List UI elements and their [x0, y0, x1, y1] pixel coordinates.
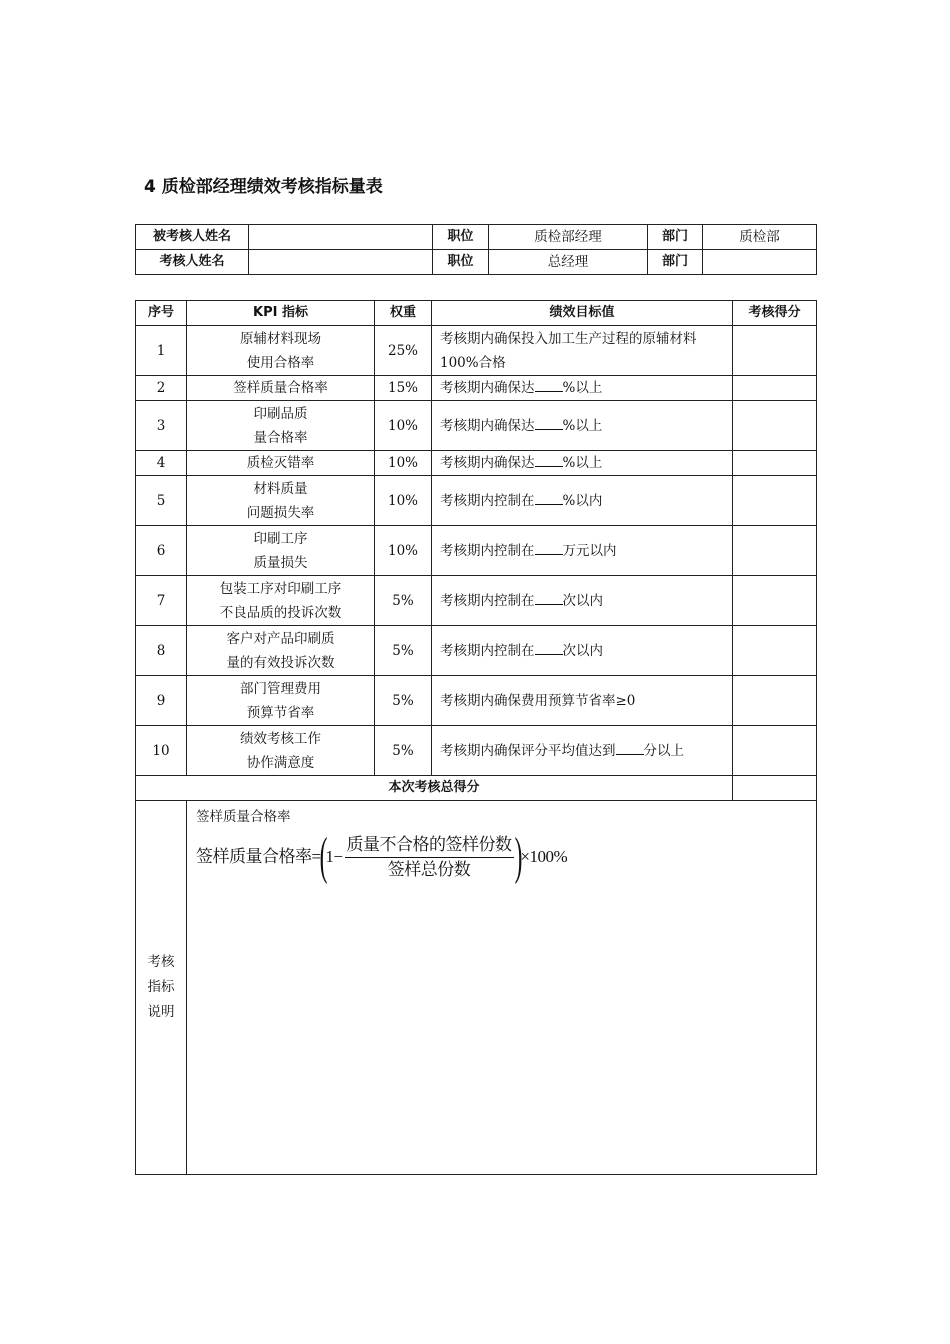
row-kpi: 质检灭错率 [187, 451, 375, 476]
left-paren: ( [319, 828, 327, 885]
row-weight: 15% [375, 376, 432, 401]
table-row [136, 526, 817, 576]
row-kpi: 客户对产品印刷质 量的有效投诉次数 [187, 626, 375, 676]
fill-blank[interactable] [535, 490, 563, 505]
fill-blank[interactable] [616, 740, 644, 755]
assessee-department-value[interactable]: 质检部 [703, 225, 817, 250]
explain-row [136, 801, 817, 1175]
row-weight: 10% [375, 401, 432, 451]
assessee-name-label: 被考核人姓名 [136, 225, 249, 250]
row-no: 6 [136, 526, 187, 576]
assessor-department-value[interactable] [703, 250, 817, 275]
formula-percent: 100% [529, 847, 568, 866]
formula-denominator: 签样总份数 [387, 859, 471, 879]
row-weight: 5% [375, 626, 432, 676]
row-kpi: 印刷工序 质量损失 [187, 526, 375, 576]
formula-lhs: 签样质量合格率 [196, 847, 312, 866]
table-row [136, 401, 817, 451]
row-score[interactable] [733, 626, 817, 676]
row-kpi: 部门管理费用 预算节省率 [187, 676, 375, 726]
assessee-info-table [135, 224, 817, 275]
row-weight: 5% [375, 676, 432, 726]
table-row [136, 326, 817, 376]
fill-blank[interactable] [535, 415, 563, 430]
formula-equals: = [311, 847, 321, 866]
row-target: 考核期内控制在 万元以内 [432, 526, 733, 576]
department-label: 部门 [648, 250, 703, 275]
page-title: 4 质检部经理绩效考核指标量表 [144, 177, 383, 197]
assessee-name-value[interactable] [249, 225, 433, 250]
formula-times: × [520, 847, 530, 866]
assessor-name-value[interactable] [249, 250, 433, 275]
kpi-table [135, 300, 817, 1175]
position-label: 职位 [433, 250, 489, 275]
formula [196, 828, 816, 885]
table-row [136, 451, 817, 476]
row-target: 考核期内控制在 次以内 [432, 626, 733, 676]
fill-blank[interactable] [535, 640, 563, 655]
formula-fraction [345, 834, 514, 881]
row-target: 考核期内确保费用预算节省率≥0 [432, 676, 733, 726]
row-kpi: 原辅材料现场 使用合格率 [187, 326, 375, 376]
header-no: 序号 [136, 301, 187, 326]
assessor-position-value[interactable]: 总经理 [489, 250, 648, 275]
department-label: 部门 [648, 225, 703, 250]
row-target: 考核期内控制在 次以内 [432, 576, 733, 626]
row-no: 5 [136, 476, 187, 526]
table-row [136, 676, 817, 726]
row-score[interactable] [733, 526, 817, 576]
assessor-name-label: 考核人姓名 [136, 250, 249, 275]
row-kpi: 绩效考核工作 协作满意度 [187, 726, 375, 776]
row-score[interactable] [733, 676, 817, 726]
header-score: 考核得分 [733, 301, 817, 326]
row-target: 考核期内确保达 %以上 [432, 376, 733, 401]
row-score[interactable] [733, 476, 817, 526]
total-score-value[interactable] [733, 776, 817, 801]
row-kpi: 印刷品质 量合格率 [187, 401, 375, 451]
row-no: 9 [136, 676, 187, 726]
formula-numerator: 质量不合格的签样份数 [345, 834, 514, 858]
formula-one: 1 [325, 847, 334, 866]
row-kpi: 包装工序对印刷工序 不良品质的投诉次数 [187, 576, 375, 626]
header-weight: 权重 [375, 301, 432, 326]
row-kpi: 签样质量合格率 [187, 376, 375, 401]
row-no: 10 [136, 726, 187, 776]
row-score[interactable] [733, 576, 817, 626]
table-row [136, 626, 817, 676]
fill-blank[interactable] [535, 590, 563, 605]
table-row [136, 376, 817, 401]
total-row [136, 776, 817, 801]
row-no: 3 [136, 401, 187, 451]
row-weight: 10% [375, 526, 432, 576]
position-label: 职位 [433, 225, 489, 250]
row-score[interactable] [733, 376, 817, 401]
total-score-label: 本次考核总得分 [136, 776, 733, 801]
fill-blank[interactable] [535, 452, 563, 467]
explain-content [187, 801, 817, 1175]
row-target: 考核期内确保达 %以上 [432, 401, 733, 451]
right-paren: ) [514, 828, 522, 885]
row-target: 考核期内确保评分平均值达到 分以上 [432, 726, 733, 776]
row-weight: 5% [375, 726, 432, 776]
table-row [136, 476, 817, 526]
assessee-position-value[interactable]: 质检部经理 [489, 225, 648, 250]
row-no: 8 [136, 626, 187, 676]
row-weight: 25% [375, 326, 432, 376]
header-target: 绩效目标值 [432, 301, 733, 326]
fill-blank[interactable] [535, 377, 563, 392]
row-no: 4 [136, 451, 187, 476]
fill-blank[interactable] [535, 540, 563, 555]
row-weight: 10% [375, 476, 432, 526]
header-kpi: KPI 指标 [187, 301, 375, 326]
row-target: 考核期内确保达 %以上 [432, 451, 733, 476]
row-score[interactable] [733, 726, 817, 776]
row-score[interactable] [733, 401, 817, 451]
row-score[interactable] [733, 451, 817, 476]
table-row [136, 726, 817, 776]
explain-label: 考核 指标 说明 [136, 801, 187, 1175]
formula-minus: − [333, 847, 343, 866]
row-no: 1 [136, 326, 187, 376]
row-weight: 10% [375, 451, 432, 476]
row-target: 考核期内控制在 %以内 [432, 476, 733, 526]
row-no: 7 [136, 576, 187, 626]
row-weight: 5% [375, 576, 432, 626]
row-kpi: 材料质量 问题损失率 [187, 476, 375, 526]
row-score[interactable] [733, 326, 817, 376]
row-no: 2 [136, 376, 187, 401]
table-row [136, 576, 817, 626]
explain-subtitle: 签样质量合格率 [196, 809, 291, 825]
row-target: 考核期内确保投入加工生产过程的原辅材料 100%合格 [432, 326, 733, 376]
